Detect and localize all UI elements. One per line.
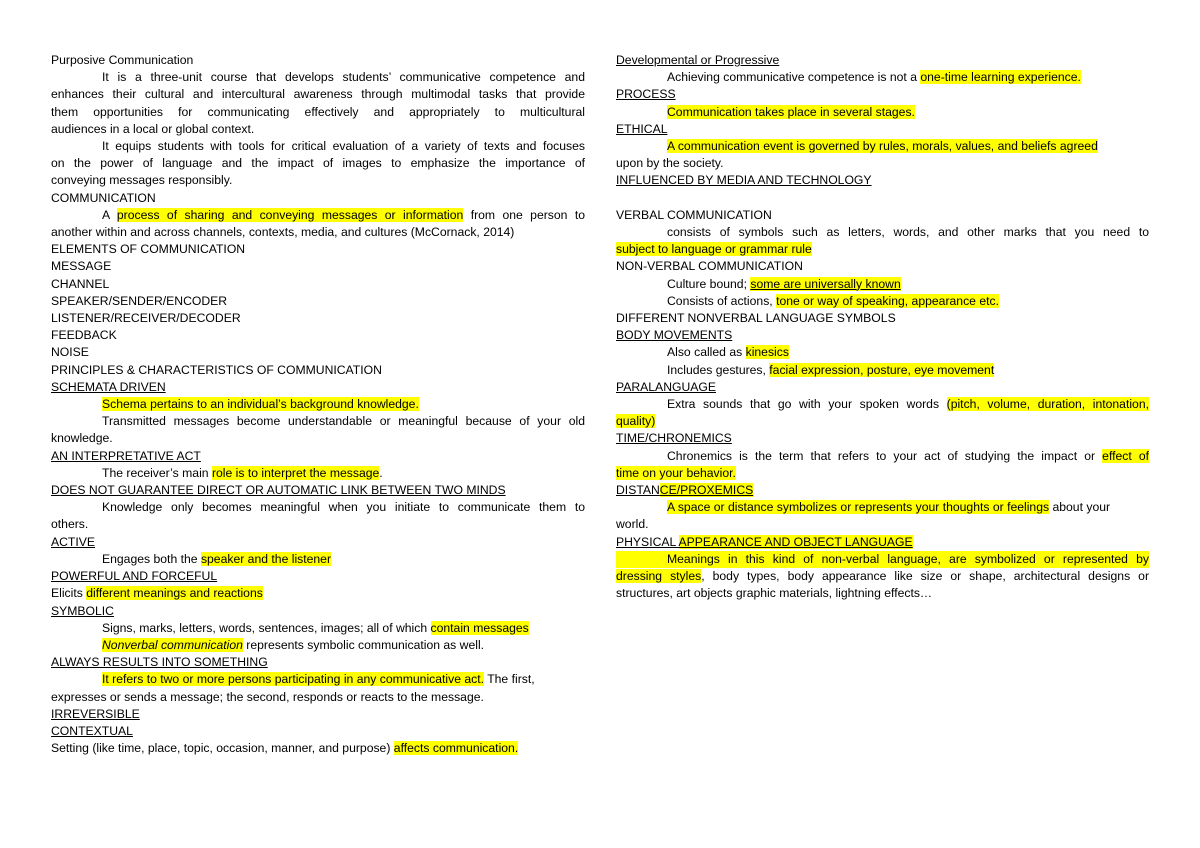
text-run: Achieving communicative competence is not a [667, 70, 921, 85]
nonverbal-text [616, 276, 1149, 293]
contextual-text [51, 740, 585, 757]
highlighted-text: different meanings and reactions [86, 586, 263, 601]
communication-definition: another within and across channels, contexts, media, and cultures (McCornack, 2014) [51, 225, 515, 240]
body-movements-text [616, 344, 1149, 361]
distance-text: world. [616, 517, 649, 532]
distance-text [616, 499, 1149, 516]
text-run: . [379, 465, 383, 480]
text-run: The first, [484, 672, 535, 687]
developmental-text [616, 69, 1149, 86]
text-run: , body types, body appearance like size or shape, architectural designs or [701, 569, 1149, 584]
highlighted-text: (pitch, volume, duration, intonation, [946, 397, 1149, 412]
paralanguage-text [616, 396, 1149, 413]
intro-paragraph-1: enhances their cultural and intercultural awareness through multimodal tasks that provide [51, 87, 585, 102]
text-run: Also called as [667, 345, 746, 360]
nonverbal-text [616, 293, 1149, 310]
text-run: Includes gestures, [667, 362, 770, 377]
text-run: represents symbolic communication as well. [242, 637, 485, 652]
highlighted-text: dressing styles [616, 569, 702, 584]
verbal-text [616, 241, 1149, 258]
symbolic-text [51, 620, 585, 637]
element-item: SPEAKER/SENDER/ENCODER [51, 293, 228, 308]
irreversible-heading: IRREVERSIBLE [51, 706, 140, 721]
paralanguage-text [616, 413, 1149, 430]
text-run: from one person to [463, 207, 585, 222]
text-run: PHYSICAL [616, 534, 679, 549]
paralanguage-heading: PARALANGUAGE [616, 379, 717, 394]
highlighted-text: APPEARANCE AND OBJECT LANGUAGE [678, 534, 913, 549]
physical-heading [616, 534, 1149, 551]
results-text [51, 671, 585, 688]
text-run: The receiver’s main [102, 465, 212, 480]
time-heading: TIME/CHRONEMICS [616, 431, 732, 446]
process-heading: PROCESS [616, 87, 676, 102]
active-heading: ACTIVE [51, 534, 96, 549]
physical-text: Meanings in this kind of non-verbal language, are symbolized or represented by [616, 551, 1149, 568]
intro-paragraph-1: audiences in a local or global context. [51, 121, 255, 136]
text-run: Setting (like time, place, topic, occasion, manner, and purpose) [51, 741, 394, 756]
physical-text: structures, art objects graphic materials, lightning effects… [616, 586, 933, 601]
right-column [616, 52, 1149, 602]
time-text [616, 448, 1149, 465]
highlighted-text: effect of [1102, 448, 1149, 463]
principles-heading: PRINCIPLES & CHARACTERISTICS OF COMMUNICATION [51, 362, 382, 377]
highlighted-text: time on your behavior. [616, 465, 736, 480]
highlighted-text: tone or way of speaking, appearance etc. [776, 293, 999, 308]
influenced-heading: INFLUENCED BY MEDIA AND TECHNOLOGY [616, 173, 872, 188]
highlighted-text: one-time learning experience. [920, 70, 1081, 85]
highlighted-text: affects communication. [393, 741, 519, 756]
schemata-text [51, 396, 585, 413]
verbal-text: consists of symbols such as letters, words, and other marks that you need to [667, 225, 1149, 240]
contextual-heading: CONTEXTUAL [51, 723, 133, 738]
no-guarantee-text: Knowledge only becomes meaningful when you initiate to communicate them to [102, 500, 585, 515]
text-run: about your [1049, 500, 1111, 515]
highlighted-text: It refers to two or more persons participating in any communicative act. [102, 672, 485, 687]
intro-paragraph-1: It is a three-unit course that develops students’ communicative competence and [102, 70, 585, 85]
developmental-heading: Developmental or Progressive [616, 53, 780, 67]
schemata-text: knowledge. [51, 431, 113, 446]
process-text [616, 104, 1149, 121]
ethical-heading: ETHICAL [616, 121, 668, 136]
interpretative-heading: AN INTERPRETATIVE ACT [51, 448, 201, 463]
highlighted-text: Communication takes place in several stages. [667, 104, 915, 119]
element-item: CHANNEL [51, 276, 110, 291]
ethical-text [616, 138, 1149, 155]
no-guarantee-text: others. [51, 517, 89, 532]
highlighted-text: facial expression, posture, eye movement [769, 362, 995, 377]
elements-heading: ELEMENTS OF COMMUNICATION [51, 242, 246, 257]
intro-paragraph-2: on the power of language and the impact of images to emphasize the importance of [51, 156, 585, 171]
time-text [616, 465, 1149, 482]
text-run: Extra sounds that go with your spoken words [667, 397, 947, 412]
highlighted-text: CE/PROXEMICS [659, 483, 754, 498]
intro-paragraph-1: them opportunities for communicating effectively and appropriately to multicultural [51, 104, 585, 119]
communication-definition [51, 207, 585, 224]
text-run: Signs, marks, letters, words, sentences, images; all of which [102, 620, 431, 635]
text-run: Engages both the [102, 551, 201, 566]
text-run: A [102, 207, 117, 222]
active-text [51, 551, 585, 568]
element-item: LISTENER/RECEIVER/DECODER [51, 311, 241, 326]
highlighted-text: contain messages [430, 620, 529, 635]
ethical-text: upon by the society. [616, 156, 724, 171]
element-item: NOISE [51, 345, 89, 360]
results-heading: ALWAYS RESULTS INTO SOMETHING [51, 655, 268, 670]
highlighted-text: some are universally known [750, 276, 901, 291]
physical-text [616, 568, 1149, 585]
symbolic-heading: SYMBOLIC [51, 603, 114, 618]
text-run: Culture bound; [667, 276, 751, 291]
highlighted-text: Nonverbal communication [102, 637, 243, 652]
communication-heading: COMMUNICATION [51, 190, 156, 205]
highlighted-text: subject to language or grammar rule [616, 242, 812, 257]
blank-line [616, 190, 1149, 207]
text-run: Consists of actions, [667, 293, 777, 308]
distance-heading [616, 482, 1149, 499]
element-item: FEEDBACK [51, 328, 117, 343]
powerful-text [51, 585, 585, 602]
highlighted-text: Schema pertains to an individual’s background knowledge. [102, 397, 419, 412]
highlighted-text: kinesics [745, 345, 789, 360]
highlighted-text: quality) [616, 414, 656, 429]
text-run: Elicits [51, 586, 87, 601]
element-item: MESSAGE [51, 259, 112, 274]
verbal-heading: VERBAL COMMUNICATION [616, 207, 772, 222]
intro-paragraph-2: It equips students with tools for critical evaluation of a variety of texts and focuses [102, 139, 585, 154]
powerful-heading: POWERFUL AND FORCEFUL [51, 569, 218, 584]
highlighted-text: process of sharing and conveying messages or information [116, 207, 464, 222]
results-text: expresses or sends a message; the second, responds or reacts to the message. [51, 689, 484, 704]
nonverbal-heading: NON-VERBAL COMMUNICATION [616, 259, 803, 274]
text-run: Chronemics is the term that refers to your act of studying the impact or [667, 448, 1103, 463]
highlighted-text: A space or distance symbolizes or represents your thoughts or feelings [667, 500, 1050, 515]
symbolic-text [51, 637, 585, 654]
body-movements-heading: BODY MOVEMENTS [616, 328, 733, 343]
left-column [51, 52, 585, 757]
highlighted-text: speaker and the listener [200, 551, 332, 566]
body-movements-text [616, 362, 1149, 379]
schemata-text: Transmitted messages become understandable or meaningful because of your old [102, 414, 585, 429]
interpretative-text [51, 465, 585, 482]
highlighted-text: A communication event is governed by rules, morals, values, and beliefs agreed [667, 139, 1098, 154]
symbols-heading: DIFFERENT NONVERBAL LANGUAGE SYMBOLS [616, 311, 896, 326]
document-title: Purposive Communication [51, 53, 194, 67]
intro-paragraph-2: conveying messages responsibly. [51, 173, 233, 188]
text-run: DISTAN [616, 483, 660, 498]
highlighted-text: role is to interpret the message [211, 465, 380, 480]
schemata-heading: SCHEMATA DRIVEN [51, 379, 166, 394]
no-guarantee-heading: DOES NOT GUARANTEE DIRECT OR AUTOMATIC LINK BETWEEN TWO MINDS [51, 483, 506, 498]
